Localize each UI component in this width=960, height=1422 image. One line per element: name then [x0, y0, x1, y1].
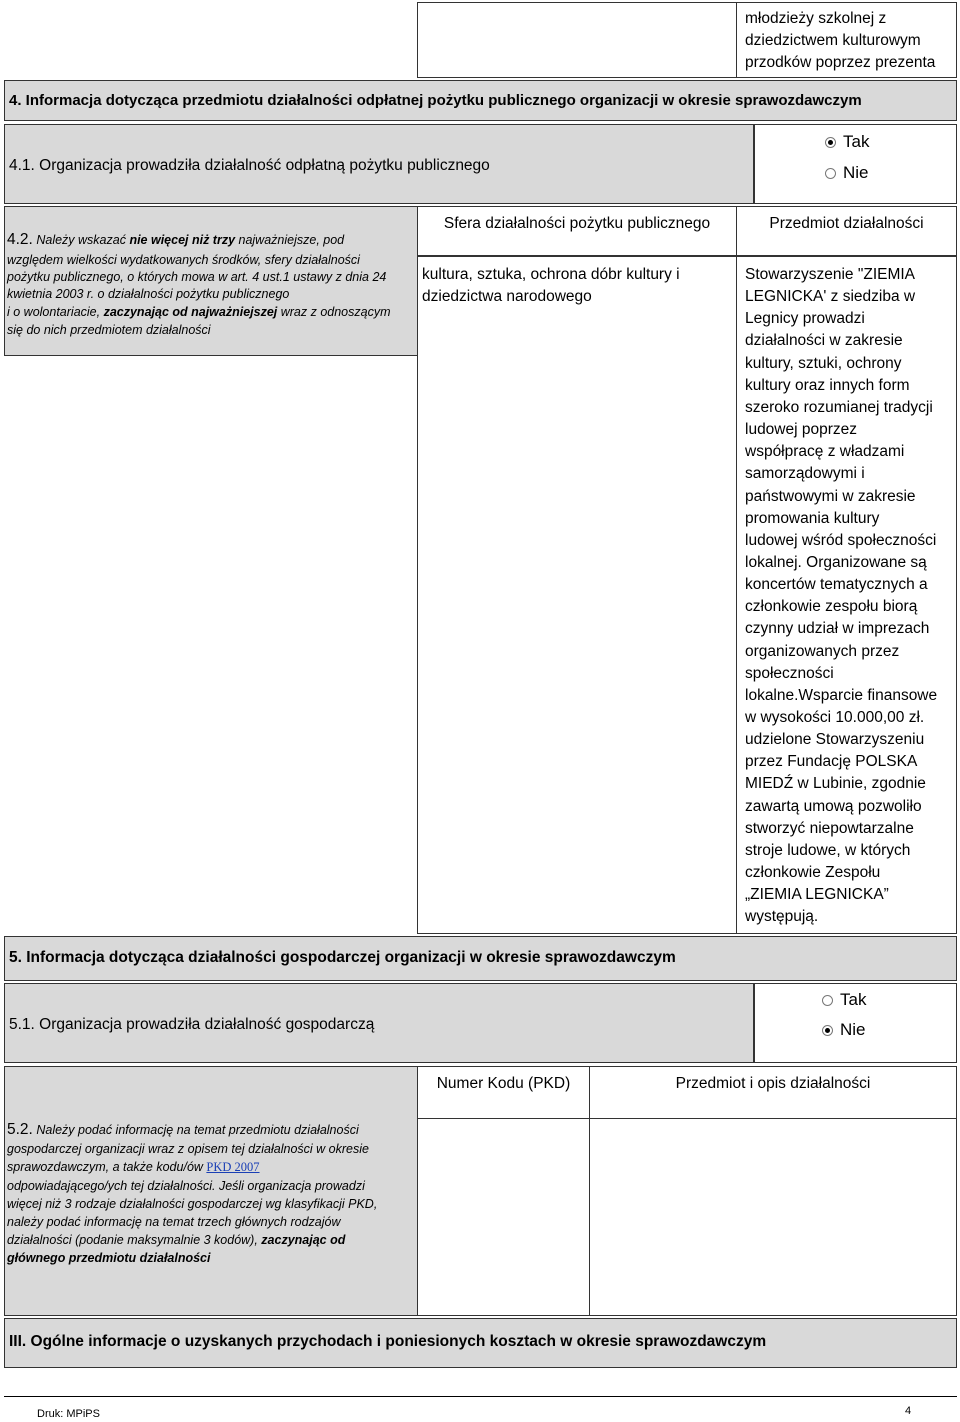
q51-option-tak-label: Tak: [840, 990, 867, 1009]
q42-line-4: kwietnia 2003 r. o działalności pożytku publicznego: [7, 287, 290, 301]
przedmiot-line: ludowej wśród społeczności: [745, 531, 937, 549]
przedmiot-line: samorządowymi i: [745, 465, 865, 483]
section3-header: [4, 1318, 957, 1368]
top-przedmiot-cell: [736, 2, 957, 78]
q41-option-nie[interactable]: [825, 163, 869, 183]
q42-line-5-a: i o wolontariacie,: [7, 305, 104, 319]
top-empty-cell: [417, 2, 737, 78]
q41-text: 4.1. Organizacja prowadziła działalność odpłatną pożytku publicznego: [9, 157, 490, 174]
footer-print-label: Druk: MPiPS: [37, 1408, 100, 1420]
q41-option-nie-label: Nie: [843, 163, 869, 182]
radio-checked-icon[interactable]: [825, 137, 836, 148]
q51-label-cell: [4, 983, 754, 1063]
q52-line-1: [7, 1121, 359, 1139]
q52-instructions-cell: [4, 1066, 418, 1316]
q41-label-cell: [4, 124, 754, 204]
col-pkd-header: [417, 1066, 590, 1119]
q52-line-6: należy podać informację na temat trzech głównych rodzajów: [7, 1215, 341, 1229]
q42-number: 4.2.: [7, 231, 33, 248]
q52-number: 5.2.: [7, 1121, 33, 1138]
q51-option-nie[interactable]: [822, 1020, 866, 1040]
przedmiot-line: występują.: [745, 908, 819, 926]
przedmiot-line: w wysokości 10.000,00 zł.: [745, 709, 925, 726]
sfera-value-cell: [417, 256, 737, 934]
przedmiot-line: kultury, sztuki, ochrony: [745, 354, 902, 372]
sfera-line-2: dziedzictwa narodowego: [422, 288, 592, 305]
q42-line-1-bold: nie więcej niż trzy: [129, 233, 236, 247]
col-przedmiot-title: Przedmiot działalności: [769, 215, 924, 232]
q51-options-cell: [754, 983, 957, 1063]
q52-line-2: gospodarczej organizacji wraz z opisem tej działalności w okresie: [7, 1142, 369, 1156]
opis-value-cell[interactable]: [589, 1118, 957, 1316]
pkd-value-cell[interactable]: [417, 1118, 590, 1316]
przedmiot-line: członkowie zespołu biorą: [745, 598, 918, 616]
col-opis-title: Przedmiot i opis działalności: [675, 1075, 871, 1092]
q52-line-1-text: Należy podać informację na temat przedmiotu działalności: [36, 1123, 359, 1137]
footer-page-number: 4: [905, 1405, 912, 1417]
przedmiot-line: kultury oraz innych form: [745, 376, 910, 394]
q51-option-nie-label: Nie: [840, 1020, 866, 1039]
przedmiot-line: społeczności: [745, 664, 834, 682]
przedmiot-line: stroje ludowe, w których: [745, 841, 911, 859]
top-line-2: dziedzictwem kulturowym: [745, 32, 921, 49]
section3-title: III. Ogólne informacje o uzyskanych przychodach i poniesionych kosztach w okresie sprawozdawczym: [9, 1333, 767, 1350]
q52-line-7-bold: zaczynając od: [261, 1233, 346, 1247]
przedmiot-line: członkowie Zespołu: [745, 864, 881, 882]
q42-line-5-c: wraz z odnoszącym: [277, 305, 391, 319]
col-sfera-header: [417, 206, 737, 256]
q52-line-5: więcej niż 3 rodzaje działalności gospodarczej wg klasyfikacji PKD,: [7, 1197, 378, 1211]
przedmiot-line: Legnicy prowadzi: [745, 310, 865, 328]
col-pkd-title: Numer Kodu (PKD): [436, 1075, 571, 1092]
top-line-1: młodzieży szkolnej z: [745, 10, 887, 27]
przedmiot-line: LEGNICKA' z siedziba w: [745, 288, 916, 306]
q52-line-3: [7, 1158, 260, 1176]
przedmiot-line: MIEDŹ w Lubinie, zgodnie: [745, 775, 926, 793]
q42-line-5: [7, 303, 391, 321]
top-line-3: przodków poprzez prezenta: [745, 54, 936, 71]
q52-line-3-text: sprawozdawczym, a także kodu/ów: [7, 1160, 207, 1174]
q51-text: 5.1. Organizacja prowadziła działalność gospodarczą: [9, 1016, 375, 1033]
przedmiot-line: stworzyć niepowtarzalne: [745, 819, 914, 837]
przedmiot-value-cell: [736, 256, 957, 934]
q42-line-1-c: najważniejsze, pod: [235, 233, 345, 247]
przedmiot-line: ludowej poprzez: [745, 421, 858, 439]
q42-line-1-a: Należy wskazać: [36, 233, 130, 247]
q41-option-tak-label: Tak: [843, 132, 870, 151]
q52-line-4: odpowiadającego/ych tej działalności. Jeśli organizacja prowadzi: [7, 1179, 365, 1193]
section5-header: [4, 936, 957, 981]
q42-line-6: się do nich przedmiotem działalności: [7, 323, 211, 337]
q42-line-2: względem wielkości wydatkowanych środków, sfery działalności: [7, 253, 360, 267]
przedmiot-line: państwowymi w zakresie: [745, 487, 916, 505]
radio-checked-icon[interactable]: [822, 1025, 833, 1036]
q42-line-5-bold: zaczynając od najważniejszej: [103, 305, 278, 319]
sfera-line-1: kultura, sztuka, ochrona dóbr kultury i: [422, 266, 680, 283]
q41-option-tak[interactable]: [825, 132, 869, 152]
przedmiot-line: Stowarzyszenie "ZIEMIA: [745, 266, 916, 283]
przedmiot-line: organizowanych przez: [745, 642, 900, 660]
przedmiot-line: promowania kultury: [745, 509, 880, 527]
przedmiot-line: „ZIEMIA LEGNICKA”: [745, 886, 889, 904]
przedmiot-line: zawartą umową pozwoliło: [745, 797, 922, 815]
radio-unchecked-icon[interactable]: [822, 995, 833, 1006]
footer-rule: [4, 1396, 957, 1397]
section5-title: 5. Informacja dotycząca działalności gospodarczej organizacji w okresie sprawozdawczym: [9, 949, 676, 966]
przedmiot-line: lokalnej. Organizowane są: [745, 553, 927, 571]
col-przedmiot-header: [736, 206, 957, 256]
q42-line-1: [7, 231, 344, 249]
section4-title: 4. Informacja dotycząca przedmiotu działalności odpłatnej pożytku publicznego organizacji w okresie sprawozdawczym: [9, 92, 862, 109]
przedmiot-line: szeroko rozumianej tradycji: [745, 398, 933, 416]
przedmiot-line: udzielone Stowarzyszeniu: [745, 731, 925, 749]
przedmiot-line: działalności w zakresie: [745, 332, 903, 350]
przedmiot-line: koncertów tematycznych a: [745, 576, 928, 594]
przedmiot-line: współpracę z władzami: [745, 443, 905, 461]
q41-options-cell: [754, 124, 957, 204]
col-opis-header: [589, 1066, 957, 1119]
przedmiot-line: lokalne.Wsparcie finansowe: [745, 686, 938, 704]
q51-option-tak[interactable]: [822, 990, 866, 1010]
przedmiot-line: czynny udział w imprezach: [745, 620, 930, 638]
q42-line-3: pożytku publicznego, o których mowa w art. 4 ust.1 ustawy z dnia 24: [7, 270, 387, 284]
q52-line-7: [7, 1231, 345, 1249]
przedmiot-line: przez Fundację POLSKA: [745, 753, 918, 771]
pkd-2007-link[interactable]: PKD 2007: [206, 1160, 260, 1174]
q52-line-8: głównego przedmiotu działalności: [7, 1251, 211, 1265]
q52-line-7-text: działalności (podanie maksymalnie 3 kodów),: [7, 1233, 262, 1247]
section4-header: [4, 80, 957, 121]
q42-instructions-cell: [4, 206, 418, 356]
col-sfera-title: Sfera działalności pożytku publicznego: [443, 215, 711, 232]
radio-unchecked-icon[interactable]: [825, 168, 836, 179]
